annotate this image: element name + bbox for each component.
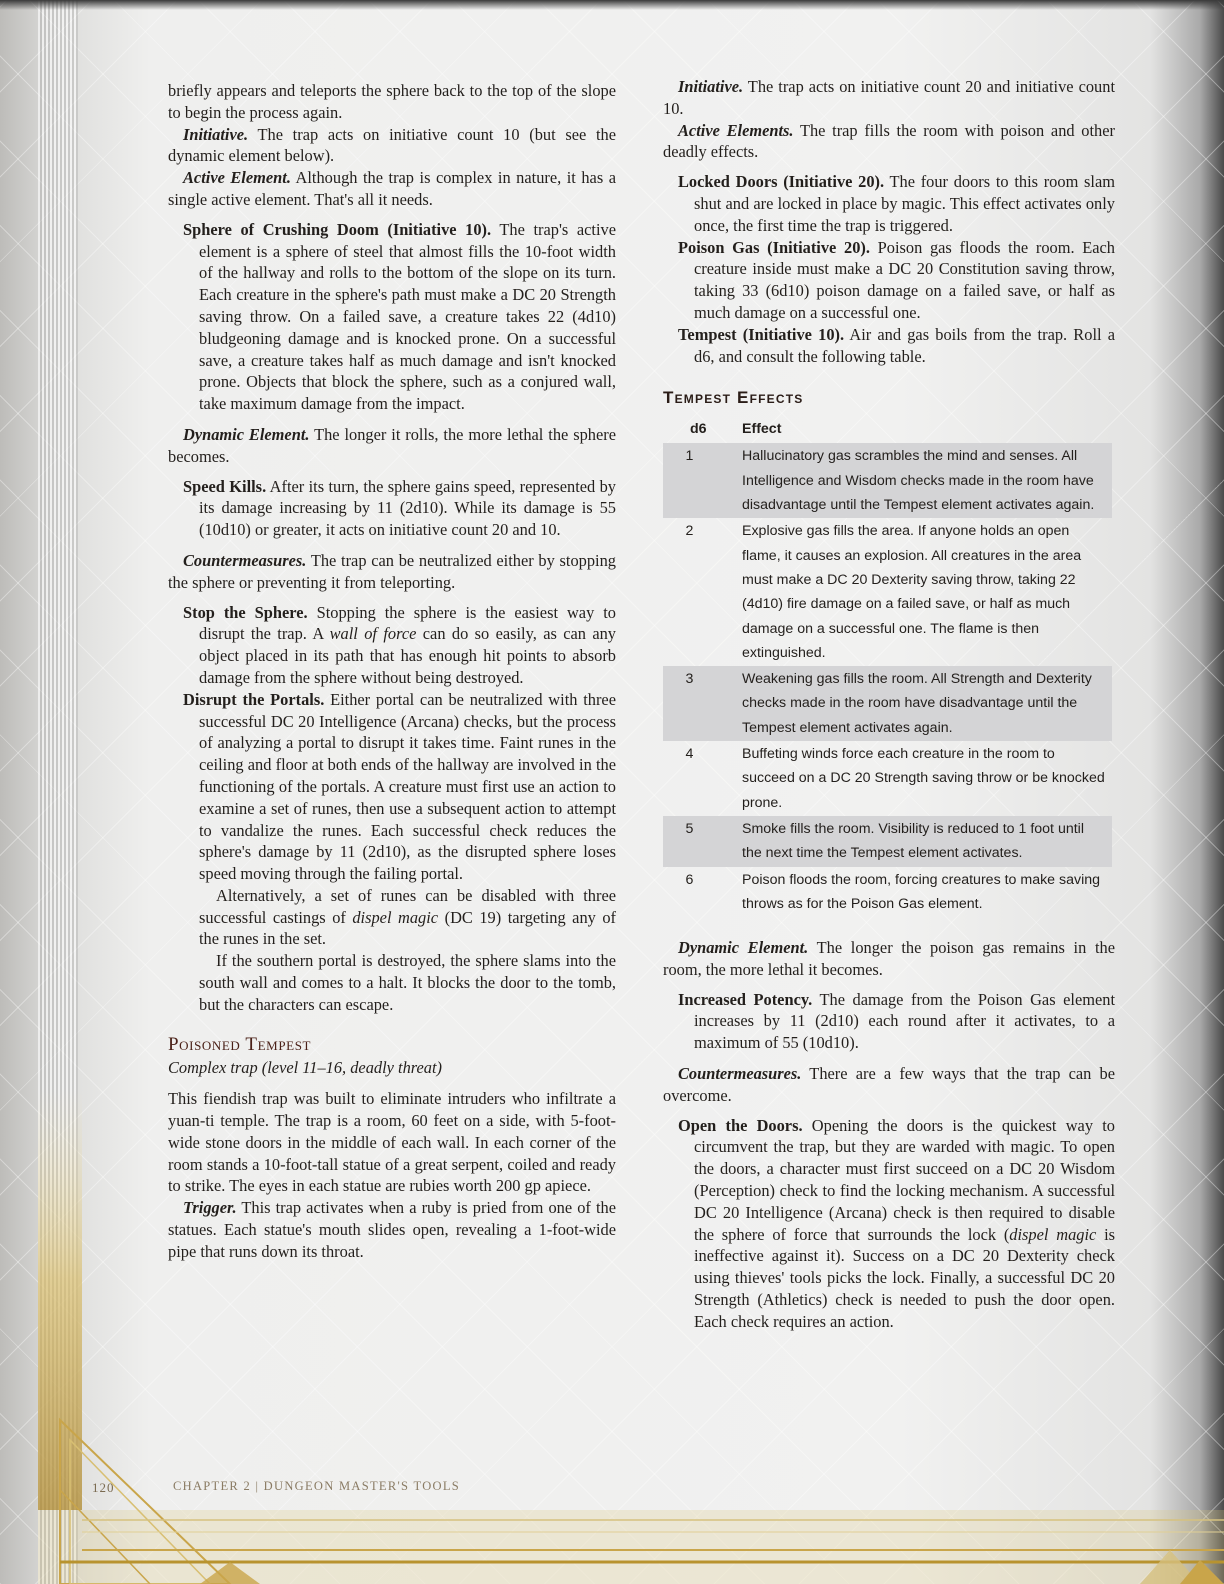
- table-cell-effect: Explosive gas fills the area. If anyone holds an open flame, it causes an explosion. All creatures in the area must make a DC 20 Dexterity saving throw, taking 22 (4d10) fire damage on a failed save, or half as much damage on a successful one. The flame is then extinguished.: [742, 523, 1082, 661]
- dynamic-element-text: The longer it rolls, the more lethal the sphere becomes.: [168, 424, 616, 466]
- trigger-paragraph: [168, 1197, 616, 1262]
- table-cell-effect: Poison floods the room, forcing creatures to make saving throws as for the Poison Gas element.: [742, 871, 1101, 912]
- table-cell-effect: Smoke fills the room. Visibility is reduced to 1 foot until the next time the Tempest element activates.: [742, 816, 1112, 867]
- open-doors-dispel-magic: dispel magic: [1009, 1224, 1097, 1244]
- left-column: [168, 80, 616, 1263]
- trigger-text: This trap activates when a ruby is pried from one of the statues. Each statue's mouth slides open, revealing a 1-foot-wide pipe that runs down its throat.: [168, 1198, 616, 1261]
- stop-sphere-text-1: Stopping the sphere is the easiest way to disrupt the trap. A: [199, 602, 616, 644]
- right-initiative-label: Initiative.: [678, 77, 744, 96]
- intro-paragraph: briefly appears and teleports the sphere back to the top of the slope to begin the process again.: [168, 81, 616, 122]
- table-cell-effect: Weakening gas fills the room. All Strength and Dexterity checks made in the room have disadvantage until the Tempest element activates again.: [742, 666, 1112, 741]
- countermeasures-text: The trap can be neutralized either by stopping the sphere or preventing it from teleporting.: [168, 550, 616, 592]
- stop-sphere-paragraph: [168, 602, 616, 689]
- table-cell-roll: 6: [685, 871, 694, 888]
- active-element-paragraph: [168, 167, 616, 211]
- poisoned-tempest-heading: Poisoned Tempest: [168, 1033, 312, 1055]
- tempest-effects-title: Tempest Effects: [663, 388, 804, 408]
- initiative-paragraph: [168, 124, 616, 168]
- poisoned-tempest-subtitle: Complex trap (level 11–16, deadly threat): [168, 1058, 443, 1078]
- active-element-text: Although the trap is complex in nature, it has a single active element. That's all it needs.: [168, 168, 617, 209]
- right-countermeasures-paragraph: [663, 1063, 1115, 1107]
- increased-potency-text: The damage from the Poison Gas element increases by 11 (2d10) each round after it activates, to a maximum of 55 (10d10).: [694, 989, 1115, 1053]
- table-row: [663, 741, 1112, 816]
- table-row: [663, 867, 1112, 918]
- open-doors-text-1: Opening the doors is the quickest way to circumvent the trap, but they are warded with magic. To open the doors, a character must first succeed on a DC 20 Wisdom (Perception) check to find the locking mechanism. A successful DC 20 Intelligence (Arcana) check is then required to disable the sphere of force that surrounds the lock (: [694, 1115, 1115, 1244]
- right-initiative-paragraph: [663, 76, 1115, 120]
- dispel-magic-spell: dispel magic: [352, 907, 439, 927]
- speed-kills-paragraph: [168, 476, 616, 541]
- table-cell-roll: 5: [663, 816, 742, 867]
- initiative-label: Initiative.: [183, 124, 249, 144]
- tempest-effects-table: [663, 417, 1112, 917]
- poison-gas-text: Poison gas floods the room. Each creature inside must make a DC 20 Constitution saving throw, taking 33 (6d10) poison damage on a failed save, or half as much damage on a successful one.: [694, 237, 1115, 322]
- tempest-text: Air and gas boils from the trap. Roll a d6, and consult the following table.: [694, 324, 1115, 366]
- sphere-paragraph: [168, 219, 616, 415]
- disrupt-portals-label: Disrupt the Portals.: [183, 689, 325, 709]
- open-doors-text-2: is ineffective against it). Success on a DC 20 Dexterity check using thieves' tools picks the lock. Finally, a successful DC 20 Strength (Athletics) check is needed to push the door open. Each check requires an action.: [694, 1224, 1116, 1331]
- open-doors-paragraph: [663, 1115, 1115, 1333]
- table-cell-effect: Buffeting winds force each creature in the room to succeed on a DC 20 Strength saving throw or be knocked prone.: [742, 746, 1105, 811]
- table-cell-effect: Hallucinatory gas scrambles the mind and senses. All Intelligence and Wisdom checks made in the room have disadvantage until the Tempest element activates again.: [742, 443, 1112, 518]
- speed-kills-text: After its turn, the sphere gains speed, represented by its damage increasing by 11 (2d10). While its damage is 55 (10d10) or greater, it acts on initiative count 20 and 10.: [199, 476, 616, 540]
- table-cell-roll: 3: [663, 666, 742, 741]
- sphere-label: Sphere of Crushing Doom (Initiative 10).: [183, 219, 492, 239]
- table-header-d6: d6: [690, 421, 707, 438]
- dynamic-element-label: Dynamic Element.: [183, 424, 310, 444]
- table-header-row: [663, 417, 1112, 443]
- tempest-paragraph: [663, 324, 1115, 368]
- disrupt-portals-paragraph: [168, 689, 616, 885]
- alternative-paragraph: [168, 885, 616, 950]
- table-row: [663, 666, 1112, 741]
- southern-portal-paragraph: If the southern portal is destroyed, the sphere slams into the south wall and comes to a halt. It blocks the door to the tomb, but the characters can escape.: [199, 951, 616, 1014]
- increased-potency-paragraph: [663, 989, 1115, 1054]
- table-row: [663, 816, 1112, 867]
- right-dynamic-element-paragraph: [663, 937, 1115, 981]
- active-elements-text: The trap fills the room with poison and other deadly effects.: [663, 120, 1115, 162]
- speed-kills-label: Speed Kills.: [183, 476, 267, 496]
- right-countermeasures-label: Countermeasures.: [678, 1064, 802, 1084]
- trigger-label: Trigger.: [183, 1198, 237, 1218]
- right-countermeasures-text: There are a few ways that the trap can be overcome.: [663, 1064, 1115, 1105]
- table-cell-roll: 1: [663, 443, 742, 518]
- poison-gas-label: Poison Gas (Initiative 20).: [678, 237, 870, 257]
- table-header-effect: Effect: [742, 421, 782, 438]
- increased-potency-label: Increased Potency.: [678, 989, 813, 1009]
- wall-of-force-spell: wall of force: [329, 624, 417, 644]
- active-elements-label: Active Elements.: [678, 120, 794, 140]
- alternative-text-2: (DC 19) targeting any of the runes in the set.: [199, 907, 617, 949]
- disrupt-portals-text: Either portal can be neutralized with three successful DC 20 Intelligence (Arcana) checks, but the process of analyzing a portal to disrupt it takes time. Faint runes in the ceiling and floor at both ends of the hallway are involved in the functioning of the portals. A creature must first use an action to examine a set of runes, then use a subsequent action to attempt to vandalize the runes. Each successful check reduces the sphere's damage by 11 (2d10), as the disrupted sphere loses speed moving through the failing portal.: [199, 689, 616, 884]
- table-row: [663, 518, 1112, 666]
- page-number: 120: [92, 1480, 115, 1495]
- stop-sphere-text-2: can do so easily, as can any object placed in its path that has enough hit points to absorb damage from the sphere without being destroyed.: [199, 624, 616, 687]
- active-elements-paragraph: [663, 120, 1115, 164]
- running-footer: CHAPTER 2 | DUNGEON MASTER'S TOOLS: [173, 1479, 461, 1493]
- initiative-text: The trap acts on initiative count 10 (but see the dynamic element below).: [168, 124, 616, 166]
- dynamic-element-paragraph: [168, 424, 616, 468]
- right-initiative-text: The trap acts on initiative count 20 and initiative count 10.: [663, 77, 1115, 118]
- top-shadow: [0, 0, 1224, 10]
- table-row: [663, 443, 1112, 518]
- table-cell-roll: 2: [685, 523, 694, 540]
- sphere-text: The trap's active element is a sphere of steel that almost fills the 10-foot width of the hallway and rolls to the bottom of the slope on its turn. Each creature in the sphere's path must make a DC 20 Strength saving throw. On a failed save, a creature takes 22 (4d10) bludgeoning damage and is knocked prone. On a successful save, a creature takes half as much damage and isn't knocked prone. Objects that block the sphere, such as a conjured wall, take maximum damage from the impact.: [199, 219, 616, 414]
- stop-sphere-label: Stop the Sphere.: [183, 602, 308, 622]
- right-dynamic-element-text: The longer the poison gas remains in the room, the more lethal it becomes.: [663, 938, 1115, 979]
- poisoned-tempest-intro: This fiendish trap was built to eliminate intruders who infiltrate a yuan-ti temple. The trap is a room, 60 feet on a side, with 5-foot-wide stone doors in the middle of each wall. In each corner of the room stands a 10-foot-tall statue of a great serpent, coiled and ready to strike. The eyes in each statue are rubies worth 200 gp apiece.: [168, 1089, 616, 1196]
- right-dynamic-element-label: Dynamic Element.: [678, 938, 809, 958]
- locked-doors-text: The four doors to this room slam shut and are locked in place by magic. This effect activates only once, the first time the trap is triggered.: [694, 172, 1115, 235]
- tempest-label: Tempest (Initiative 10).: [678, 324, 845, 344]
- right-column: [663, 76, 1115, 1333]
- open-doors-label: Open the Doors.: [678, 1115, 803, 1135]
- countermeasures-label: Countermeasures.: [183, 550, 307, 570]
- locked-doors-paragraph: [663, 171, 1115, 236]
- poison-gas-paragraph: [663, 237, 1115, 324]
- countermeasures-paragraph: [168, 550, 616, 594]
- active-element-label: Active Element.: [183, 168, 291, 188]
- locked-doors-label: Locked Doors (Initiative 20).: [678, 172, 885, 192]
- table-cell-roll: 4: [685, 746, 694, 763]
- alternative-text-1: Alternatively, a set of runes can be disabled with three successful castings of: [199, 885, 616, 927]
